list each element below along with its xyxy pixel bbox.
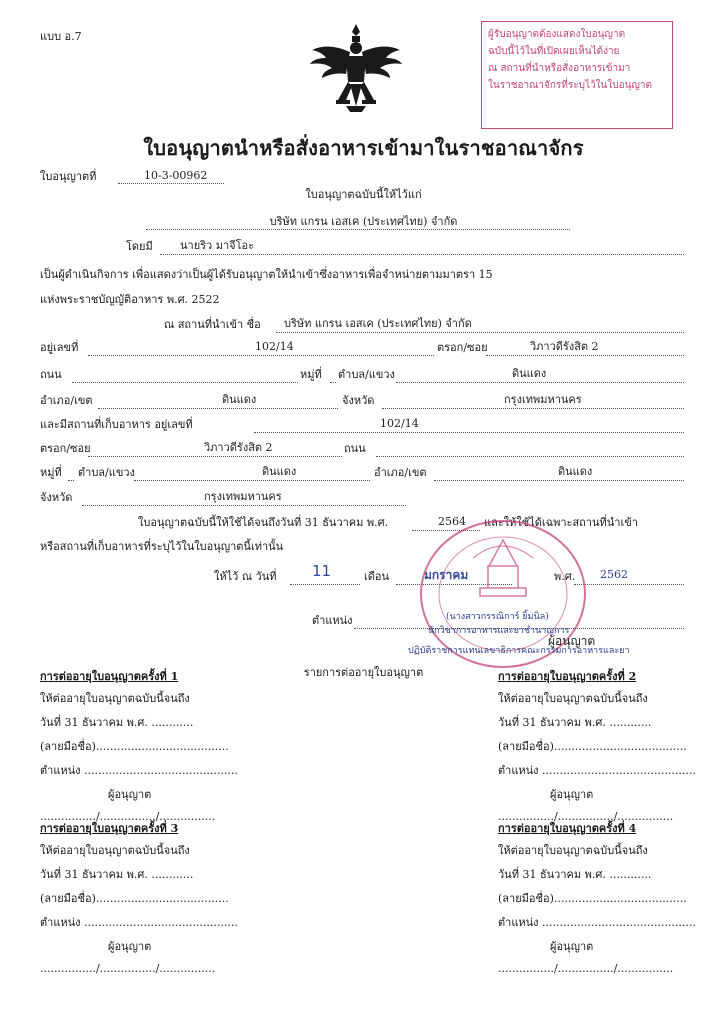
validity-year: 2564 (438, 515, 466, 528)
renewal-line: ผู้อนุญาต (108, 940, 152, 953)
renewal-title: การต่ออายุใบอนุญาตครั้งที่ 1 (40, 670, 179, 683)
renewal-line: ตำแหน่ง ............................................ (498, 764, 696, 777)
renewal-title: การต่ออายุใบอนุญาตครั้งที่ 3 (40, 822, 179, 835)
renewal-line: (ลายมือชื่อ)...................................... (40, 892, 229, 905)
province-label: จังหวัด (342, 394, 375, 407)
renewal-title: การต่ออายุใบอนุญาตครั้งที่ 2 (498, 670, 637, 683)
stamp-line: ฉบับนี้ไว้ในที่เปิดเผยเห็นได้ง่าย (488, 46, 620, 57)
renewal-line: วันที่ 31 ธันวาคม พ.ศ. ............ (40, 716, 194, 729)
company-name: บริษัท แกรน เอสเค (ประเทศไทย) จำกัด (269, 215, 458, 228)
renewal-block-3 (40, 822, 240, 976)
given-date-label: ให้ไว้ ณ วันที่ (214, 570, 277, 583)
storage-house-no: 102/14 (380, 417, 419, 430)
storage-moo-label: หมู่ที่ (40, 466, 62, 479)
signer-title-1: นักวิชาการอาหารและยาชำนาญการ (428, 626, 570, 636)
storage-amphoe-label: อำเภอ/เขต (374, 466, 427, 479)
amphoe-value: ดินแดง (222, 393, 257, 406)
position-label: ตำแหน่ง (312, 614, 353, 627)
form-code: แบบ อ.7 (40, 30, 82, 43)
renewal-line: วันที่ 31 ธันวาคม พ.ศ. ............ (498, 868, 652, 881)
renewal-line: ให้ต่ออายุใบอนุญาตฉบับนี้จนถึง (498, 844, 648, 857)
storage-tambon-label: ตำบล/แขวง (78, 466, 135, 479)
renewal-line: ................/................/................ (498, 962, 674, 975)
representative-name: นายริว มาจีโอะ (180, 239, 255, 252)
soi-label: ตรอก/ซอย (437, 341, 488, 354)
renewal-line: ผู้อนุญาต (550, 940, 594, 953)
stamp-line: ในราชอาณาจักรที่ระบุไว้ในใบอนุญาต (488, 80, 653, 91)
stamp-line: ณ สถานที่นำหรือสั่งอาหารเข้ามา (488, 63, 631, 74)
renewal-line: ให้ต่ออายุใบอนุญาตฉบับนี้จนถึง (498, 692, 648, 705)
soi-value: วิภาวดีรังสิต 2 (530, 340, 599, 353)
renewal-line: วันที่ 31 ธันวาคม พ.ศ. ............ (40, 868, 194, 881)
given-year: 2562 (600, 568, 628, 581)
province-value: กรุงเทพมหานคร (504, 393, 582, 406)
renewal-line: ตำแหน่ง ............................................ (40, 764, 238, 777)
renewal-line: (ลายมือชื่อ)...................................... (498, 892, 687, 905)
storage-tambon-value: ดินแดง (262, 465, 297, 478)
renewal-line: (ลายมือชื่อ)...................................... (498, 740, 687, 753)
tambon-label: ตำบล/แขวง (338, 368, 395, 381)
stamp-line: ผู้รับอนุญาตต้องแสดงใบอนุญาต (488, 29, 626, 40)
validity-suffix: และให้ใช้ได้เฉพาะสถานที่นำเข้า (484, 516, 638, 529)
month-label: เดือน (364, 570, 390, 583)
page-title: ใบอนุญาตนำหรือสั่งอาหารเข้ามาในราชอาณาจักร (143, 136, 584, 160)
tambon-value: ดินแดง (512, 367, 547, 380)
renewal-line: วันที่ 31 ธันวาคม พ.ศ. ............ (498, 716, 652, 729)
purpose-line-1: เป็นผู้ดำเนินกิจการ เพื่อแสดงว่าเป็นผู้ได้รับอนุญาตให้นำเข้าซึ่งอาหารเพื่อจำหน่ายตามมาตรา 15 (40, 268, 493, 281)
renewal-line: ให้ต่ออายุใบอนุญาตฉบับนี้จนถึง (40, 844, 190, 857)
license-no-value: 10-3-00962 (144, 169, 208, 182)
moo-label: หมู่ที่ (300, 368, 322, 381)
licensor-label: ผู้อนุญาต (548, 634, 596, 648)
license-no-label: ใบอนุญาตที่ (40, 170, 97, 183)
renewal-line: (ลายมือชื่อ)...................................... (40, 740, 229, 753)
road-label: ถนน (40, 368, 62, 381)
renewal-title: การต่ออายุใบอนุญาตครั้งที่ 4 (498, 822, 637, 835)
import-place-name: บริษัท แกรน เอสเค (ประเทศไทย) จำกัด (284, 317, 472, 330)
house-no-value: 102/14 (255, 340, 294, 353)
storage-soi-value: วิภาวดีรังสิต 2 (204, 441, 273, 454)
storage-soi-label: ตรอก/ซอย (40, 442, 91, 455)
renewal-block-2 (498, 670, 698, 824)
purpose-line-2: แห่งพระราชบัญญัติอาหาร พ.ศ. 2522 (40, 293, 220, 306)
signer-title-2: ปฏิบัติราชการแทนเลขาธิการคณะกรรมการอาหารและยา (408, 646, 630, 656)
renewal-block-4 (498, 822, 698, 976)
renewal-heading: รายการต่ออายุใบอนุญาต (303, 666, 424, 679)
house-no-label: อยู่เลขที่ (40, 341, 79, 354)
storage-label: และมีสถานที่เก็บอาหาร อยู่เลขที่ (40, 418, 193, 431)
given-day: 11 (312, 562, 332, 580)
amphoe-label: อำเภอ/เขต (40, 394, 93, 407)
renewal-line: ให้ต่ออายุใบอนุญาตฉบับนี้จนถึง (40, 692, 190, 705)
storage-amphoe-value: ดินแดง (558, 465, 593, 478)
signer-name: (นางสาวกรรณิการ์ ยิ้มนิล) (446, 612, 549, 622)
storage-province-value: กรุงเทพมหานคร (204, 490, 282, 503)
validity-prefix: ใบอนุญาตฉบับนี้ให้ใช้ได้จนถึงวันที่ 31 ธันวาคม พ.ศ. (138, 516, 389, 529)
renewal-line: ตำแหน่ง ............................................ (498, 916, 696, 929)
storage-province-label: จังหวัด (40, 491, 73, 504)
import-place-label: ณ สถานที่นำเข้า ชื่อ (164, 318, 261, 331)
validity-line-2: หรือสถานที่เก็บอาหารที่ระบุไว้ในใบอนุญาตนี้เท่านั้น (40, 540, 284, 553)
renewal-line: ผู้อนุญาต (108, 788, 152, 801)
issued-to-label: ใบอนุญาตฉบับนี้ให้ไว้แก่ (305, 188, 422, 201)
display-notice-stamp (481, 21, 673, 129)
renewal-line: ................/................/................ (498, 810, 674, 823)
renewal-line: ................/................/................ (40, 962, 216, 975)
garuda-emblem-icon (306, 20, 406, 116)
given-month: มกราคม (424, 568, 469, 582)
renewal-line: ................/................/................ (40, 810, 216, 823)
renewal-block-1 (40, 670, 240, 824)
by-label: โดยมี (126, 240, 153, 253)
renewal-line: ผู้อนุญาต (550, 788, 594, 801)
renewal-line: ตำแหน่ง ............................................ (40, 916, 238, 929)
storage-road-label: ถนน (344, 442, 366, 455)
year-label: พ.ศ. (554, 570, 576, 583)
